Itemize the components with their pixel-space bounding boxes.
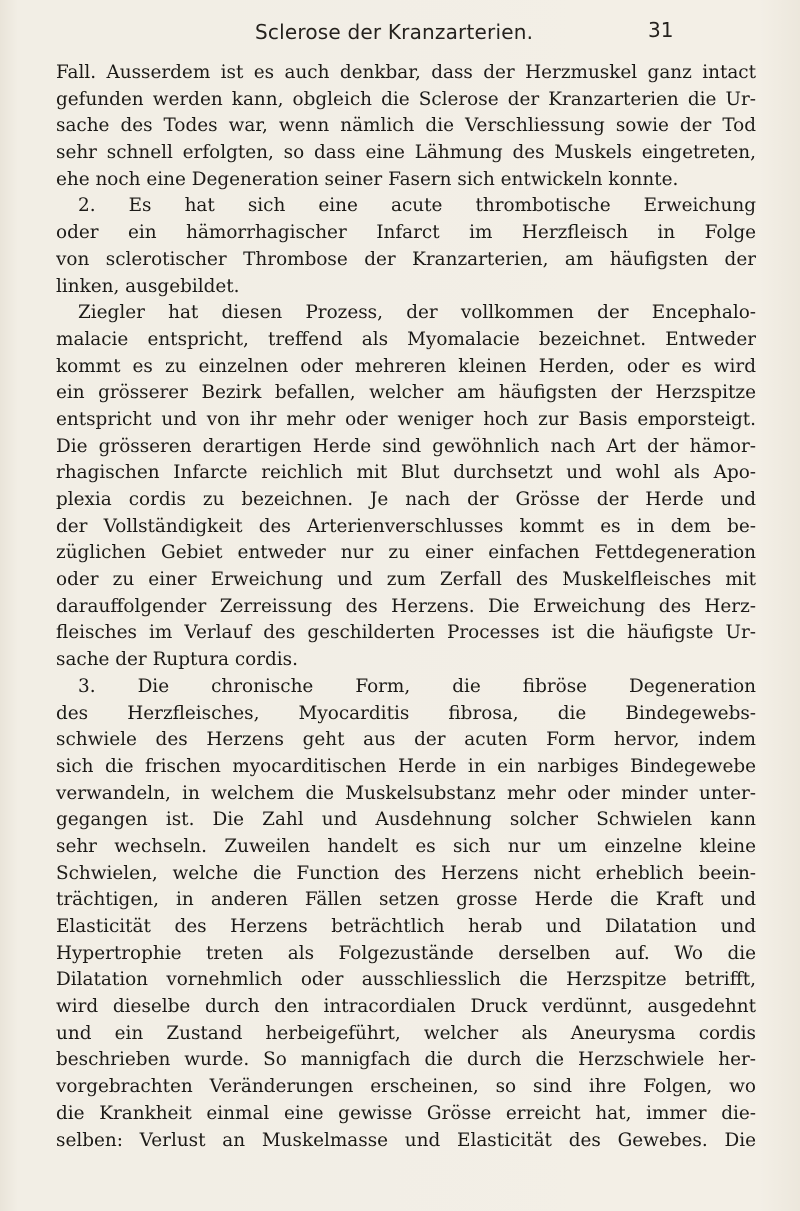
text-line: sehr schnell erfolgten, so dass eine Lähmung des Muskels eingetreten, bbox=[56, 142, 756, 164]
text-line: des Herzfleisches, Myocarditis fibrosa, die Bindegewebs- bbox=[56, 702, 756, 724]
text-line: Ziegler hat diesen Prozess, der vollkommen der Encephalo- bbox=[78, 302, 756, 324]
text-line: gefunden werden kann, obgleich die Sclerose der Kranzarterien die Ur- bbox=[56, 88, 756, 110]
running-title: Sclerose der Kranzarterien. bbox=[255, 20, 534, 44]
text-line: oder ein hämorrhagischer Infarct im Herzfleisch in Folge bbox=[56, 222, 756, 244]
text-line: kommt es zu einzelnen oder mehreren kleinen Herden, oder es wird bbox=[56, 355, 756, 377]
text-line: gegangen ist. Die Zahl und Ausdehnung solcher Schwielen kann bbox=[56, 809, 756, 831]
body-text bbox=[56, 60, 756, 1154]
text-line: schwiele des Herzens geht aus der acuten Form hervor, indem bbox=[56, 729, 756, 751]
text-line: darauffolgender Zerreissung des Herzens. Die Erweichung des Herz- bbox=[56, 595, 756, 617]
text-line: Dilatation vornehmlich oder ausschliesslich die Herzspitze betrifft, bbox=[56, 969, 756, 991]
text-line: trächtigen, in anderen Fällen setzen grosse Herde die Kraft und bbox=[56, 889, 756, 911]
page-header bbox=[0, 18, 800, 48]
text-line: verwandeln, in welchem die Muskelsubstanz mehr oder minder unter- bbox=[56, 782, 756, 804]
text-line: malacie entspricht, treffend als Myomalacie bezeichnet. Entweder bbox=[56, 328, 756, 350]
text-line: ehe noch eine Degeneration seiner Fasern sich entwickeln konnte. bbox=[56, 168, 679, 190]
text-line: Schwielen, welche die Function des Herzens nicht erheblich beein- bbox=[56, 862, 756, 884]
text-line: von sclerotischer Thrombose der Kranzarterien, am häufigsten der bbox=[56, 248, 756, 270]
text-line: Die grösseren derartigen Herde sind gewöhnlich nach Art der hämor- bbox=[56, 435, 756, 457]
text-line: sache der Ruptura cordis. bbox=[56, 649, 298, 671]
text-line: wird dieselbe durch den intracordialen Druck verdünnt, ausgedehnt bbox=[56, 996, 756, 1018]
text-line: selben: Verlust an Muskelmasse und Elasticität des Gewebes. Die bbox=[56, 1129, 756, 1151]
text-line: rhagischen Infarcte reichlich mit Blut durchsetzt und wohl als Apo- bbox=[56, 462, 756, 484]
text-line: ein grösserer Bezirk befallen, welcher am häufigsten der Herzspitze bbox=[56, 382, 756, 404]
text-line: oder zu einer Erweichung und zum Zerfall des Muskelfleisches mit bbox=[56, 569, 756, 591]
text-line: Hypertrophie treten als Folgezustände derselben auf. Wo die bbox=[56, 942, 756, 964]
text-line: linken, ausgebildet. bbox=[56, 275, 240, 297]
text-line: der Vollständigkeit des Arterienverschlusses kommt es in dem be- bbox=[56, 515, 756, 537]
text-line: plexia cordis zu bezeichnen. Je nach der Grösse der Herde und bbox=[56, 489, 756, 510]
text-line: sache des Todes war, wenn nämlich die Verschliessung sowie der Tod bbox=[56, 115, 756, 137]
text-line: vorgebrachten Veränderungen erscheinen, so sind ihre Folgen, wo bbox=[56, 1076, 756, 1098]
page-number: 31 bbox=[648, 18, 674, 42]
text-line: Fall. Ausserdem ist es auch denkbar, dass der Herzmuskel ganz intact bbox=[56, 62, 756, 83]
text-line: sich die frischen myocarditischen Herde in ein narbiges Bindegewebe bbox=[56, 755, 756, 777]
text-line: Elasticität des Herzens beträchtlich herab und Dilatation und bbox=[56, 916, 756, 937]
text-line: 3. Die chronische Form, die fibröse Degeneration bbox=[78, 675, 756, 697]
text-line: entspricht und von ihr mehr oder weniger hoch zur Basis emporsteigt. bbox=[56, 408, 756, 430]
text-line: die Krankheit einmal eine gewisse Grösse erreicht hat, immer die- bbox=[56, 1102, 756, 1124]
text-line: sehr wechseln. Zuweilen handelt es sich nur um einzelne kleine bbox=[56, 835, 756, 857]
text-line: züglichen Gebiet entweder nur zu einer einfachen Fettdegeneration bbox=[56, 542, 756, 564]
text-line: und ein Zustand herbeigeführt, welcher als Aneurysma cordis bbox=[56, 1022, 756, 1044]
text-line: 2. Es hat sich eine acute thrombotische Erweichung bbox=[78, 195, 756, 217]
text-line: fleisches im Verlauf des geschilderten Processes ist die häufigste Ur- bbox=[56, 622, 756, 644]
text-line: beschrieben wurde. So mannigfach die durch die Herzschwiele her- bbox=[56, 1049, 756, 1071]
